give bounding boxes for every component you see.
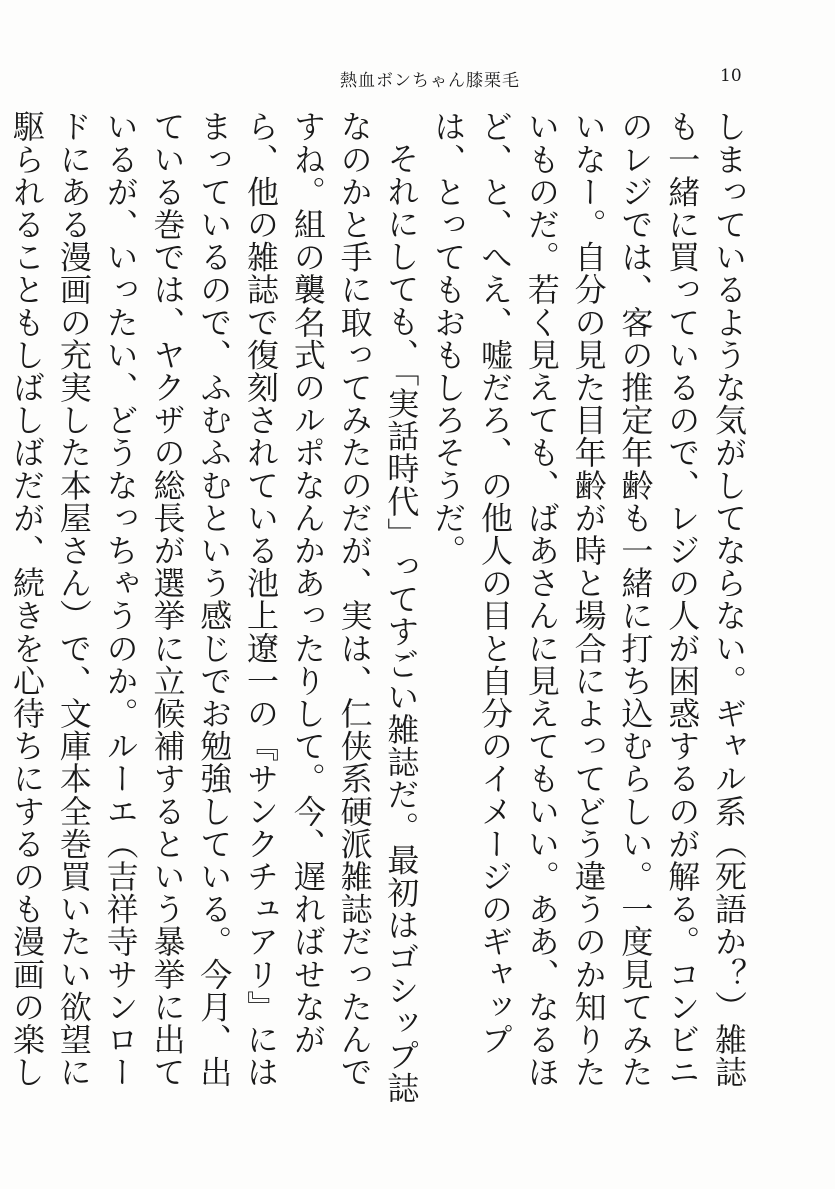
running-title: 熱血ボンちゃん膝栗毛	[340, 71, 520, 91]
paragraph-2: それにしても、「実話時代」ってすごい雑誌だ。最初はゴシップ誌なのかと手に取ってみたのだが、実は、仁侠系硬派雑誌だったんですね。組の襲名式のルポなんかあったりして。今、遅ればせながら、他の雑誌で復刻されている池上遼一の『サンクチュアリ』にはまっているので、ふむふむという感じでお勉強している。今月、出ている巻では、ヤクザの総長が選挙に立候補するという暴挙に出ているが、いったい、どうなっちゃうのか。ルーエ（吉祥寺サンロードにある漫画の充実した本屋さん）で、文庫本全巻買いたい欲望に駆られることもしばしばだが、続きを心待ちにするのも漫画の楽し	[8, 110, 421, 1104]
body-text	[8, 110, 752, 1110]
page-number: 10	[720, 66, 742, 86]
paragraph-1: しまっているような気がしてならない。ギャル系（死語か？）雑誌も一緒に買っているので、レジの人が困惑するのが解る。コンビニのレジでは、客の推定年齢も一緒に打ち込むらしい。一度見てみたいなー。自分の見た目年齢が時と場合によってどう違うのか知りたいものだ。若く見えても、ばあさんに見えてもいい。ああ、なるほど、と、へえ、嘘だろ、の他人の目と自分のイメージのギャップは、とってもおもしろそうだ。	[429, 110, 748, 1088]
